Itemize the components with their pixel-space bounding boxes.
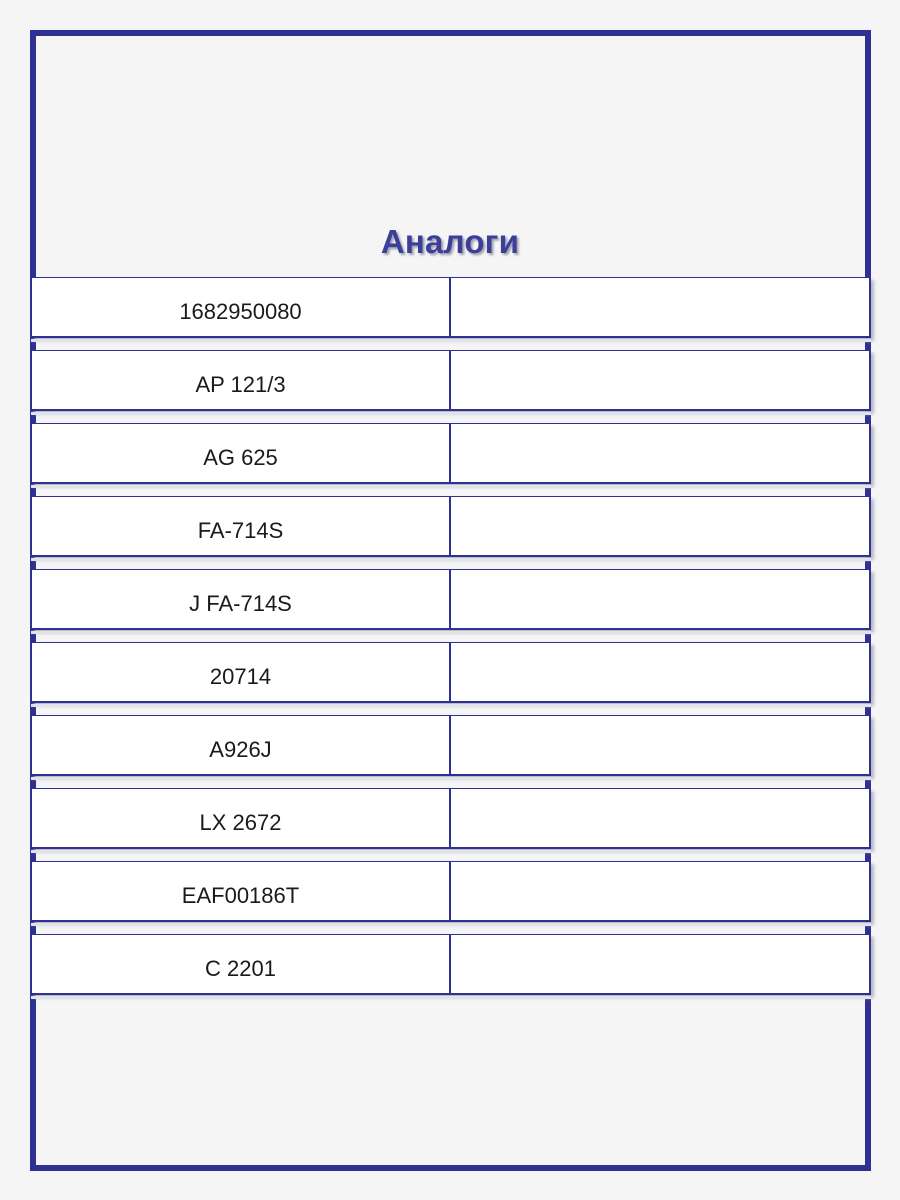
table-row xyxy=(31,934,871,995)
part-code-cell: 20714 xyxy=(31,643,451,701)
part-code-cell: C 2201 xyxy=(31,935,451,993)
table-row xyxy=(31,350,871,411)
empty-cell xyxy=(451,570,871,628)
empty-cell xyxy=(451,862,871,920)
page-title: Аналоги xyxy=(380,223,520,260)
table-row xyxy=(31,788,871,849)
empty-cell xyxy=(451,716,871,774)
empty-cell xyxy=(451,278,871,336)
part-code-cell: LX 2672 xyxy=(31,789,451,847)
part-code-cell: FA-714S xyxy=(31,497,451,555)
analogs-table xyxy=(31,277,871,1007)
empty-cell xyxy=(451,351,871,409)
part-code-cell: EAF00186T xyxy=(31,862,451,920)
empty-cell xyxy=(451,424,871,482)
part-code-cell: 1682950080 xyxy=(31,278,451,336)
part-code-cell: AP 121/3 xyxy=(31,351,451,409)
empty-cell xyxy=(451,497,871,555)
empty-cell xyxy=(451,789,871,847)
table-row xyxy=(31,642,871,703)
table-row xyxy=(31,423,871,484)
table-row xyxy=(31,861,871,922)
table-row xyxy=(31,277,871,338)
part-code-cell: AG 625 xyxy=(31,424,451,482)
table-row xyxy=(31,569,871,630)
part-code-cell: A926J xyxy=(31,716,451,774)
part-code-cell: J FA-714S xyxy=(31,570,451,628)
empty-cell xyxy=(451,643,871,701)
table-row xyxy=(31,496,871,557)
empty-cell xyxy=(451,935,871,993)
table-row xyxy=(31,715,871,776)
